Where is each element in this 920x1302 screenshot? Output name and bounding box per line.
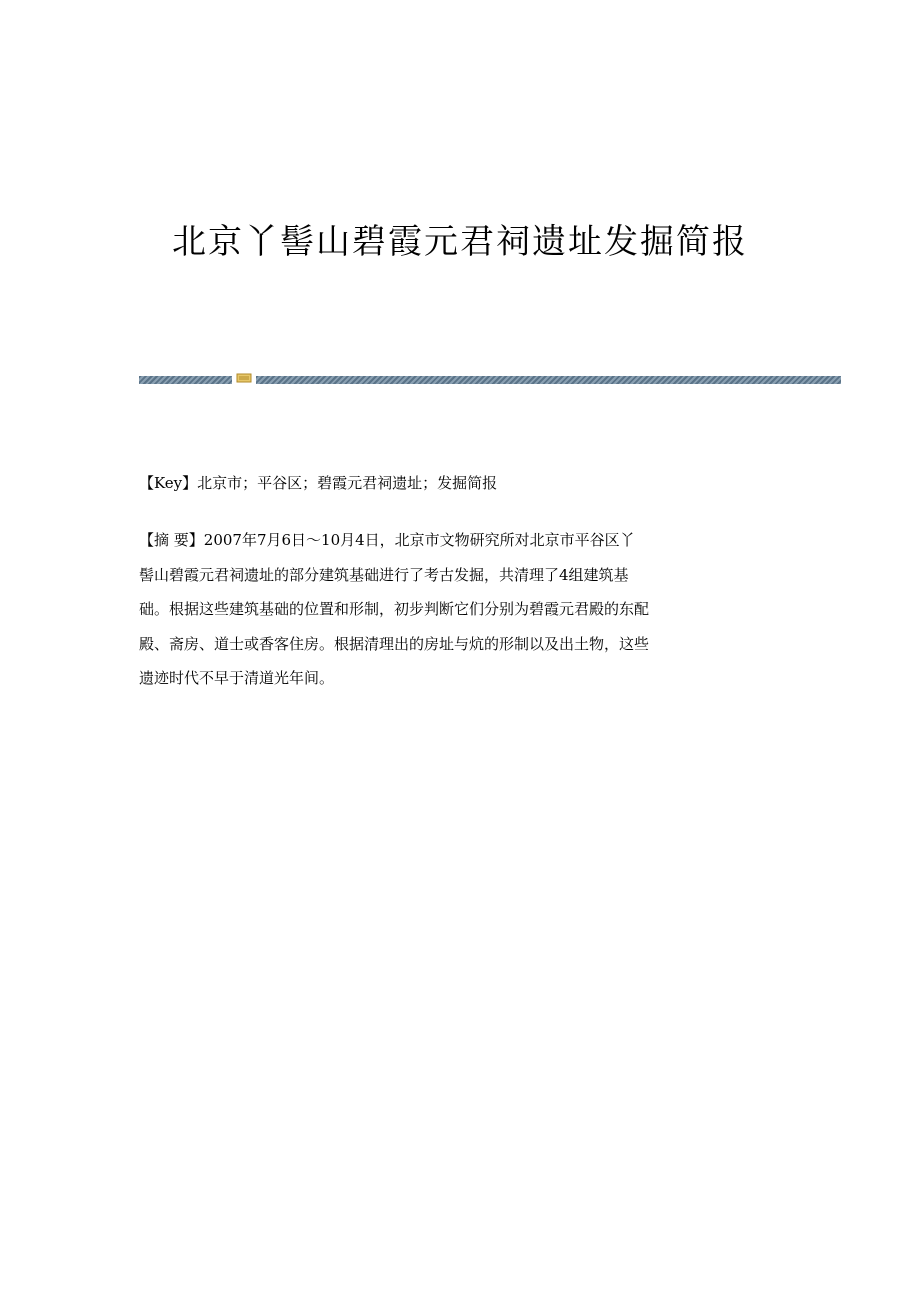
divider-ornament-icon [236,372,252,384]
abstract [139,523,779,696]
abstract-line: 础。根据这些建筑基础的位置和形制，初步判断它们分别为碧霞元君殿的东配 [139,600,650,618]
keywords-text: 北京市；平谷区；碧霞元君祠遗址；发掘简报 [197,474,498,492]
abstract-line: 髻山碧霞元君祠遗址的部分建筑基础进行了考古发掘，共清理了4组建筑基 [139,565,629,584]
abstract-line: 殿、斋房、道士或香客住房。根据清理出的房址与炕的形制以及出土物，这些 [139,634,650,653]
abstract-line: 遗迹时代不早于清道光年间。 [139,669,335,687]
keywords-line [139,468,779,498]
title-divider [139,371,841,385]
divider-bar-right [256,376,841,384]
divider-bar-left [139,376,232,384]
abstract-text: 2007年7月6日～10月4日，北京市文物研究所对北京市平谷区丫 [203,531,635,549]
keywords-label: 【Key】 [139,474,198,492]
document-title: 北京丫髻山碧霞元君祠遗址发掘简报 [172,222,748,262]
abstract-label: 【摘 要】 [139,531,204,549]
abstract-line [139,523,779,558]
